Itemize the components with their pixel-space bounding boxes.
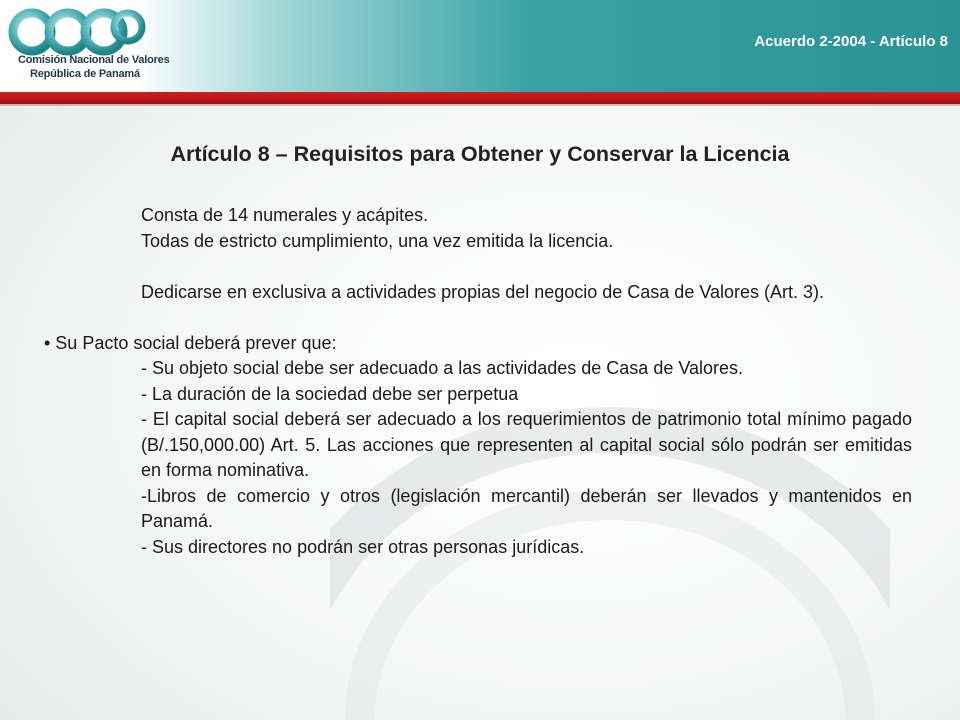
header-divider xyxy=(0,104,960,106)
content-body xyxy=(44,203,912,560)
doc-reference: Acuerdo 2-2004 - Artículo 8 xyxy=(754,33,948,50)
sub-item: - Sus directores no podrán ser otras personas jurídicas. xyxy=(141,536,585,557)
sub-item: - La duración de la sociedad debe ser perpetua xyxy=(141,383,519,404)
sub-item: -Libros de comercio y otros (legislación mercantil) deberán ser llevados y mantenidos en Panamá. xyxy=(141,485,912,531)
text-line: Dedicarse en exclusiva a actividades propias del negocio de Casa de Valores (Art. 3). xyxy=(141,281,825,302)
logo-text-line1: Comisión Nacional de Valores xyxy=(18,54,170,66)
bullet-item: • Su Pacto social deberá prever que: xyxy=(44,332,337,353)
text-line: Consta de 14 numerales y acápites. xyxy=(141,205,429,225)
cnv-logo xyxy=(8,8,170,92)
logo-text-line2: República de Panamá xyxy=(30,68,140,80)
header-red-bar xyxy=(0,92,960,104)
spacer xyxy=(44,305,912,331)
logo-circles-icon xyxy=(8,8,158,56)
text-line: Todas de estricto cumplimiento, una vez emitida la licencia. xyxy=(141,230,614,251)
page-title: Artículo 8 – Requisitos para Obtener y Conservar la Licencia xyxy=(170,142,790,166)
spacer xyxy=(44,254,912,280)
sub-item: - El capital social deberá ser adecuado a los requerimientos de patrimonio total mínimo pagado (B/.150,000.00) Art. 5. Las acciones que representen al capital social sólo podrán ser emitidas en forma nominativa. xyxy=(141,409,912,480)
sub-item: - Su objeto social debe ser adecuado a las actividades de Casa de Valores. xyxy=(141,358,744,378)
